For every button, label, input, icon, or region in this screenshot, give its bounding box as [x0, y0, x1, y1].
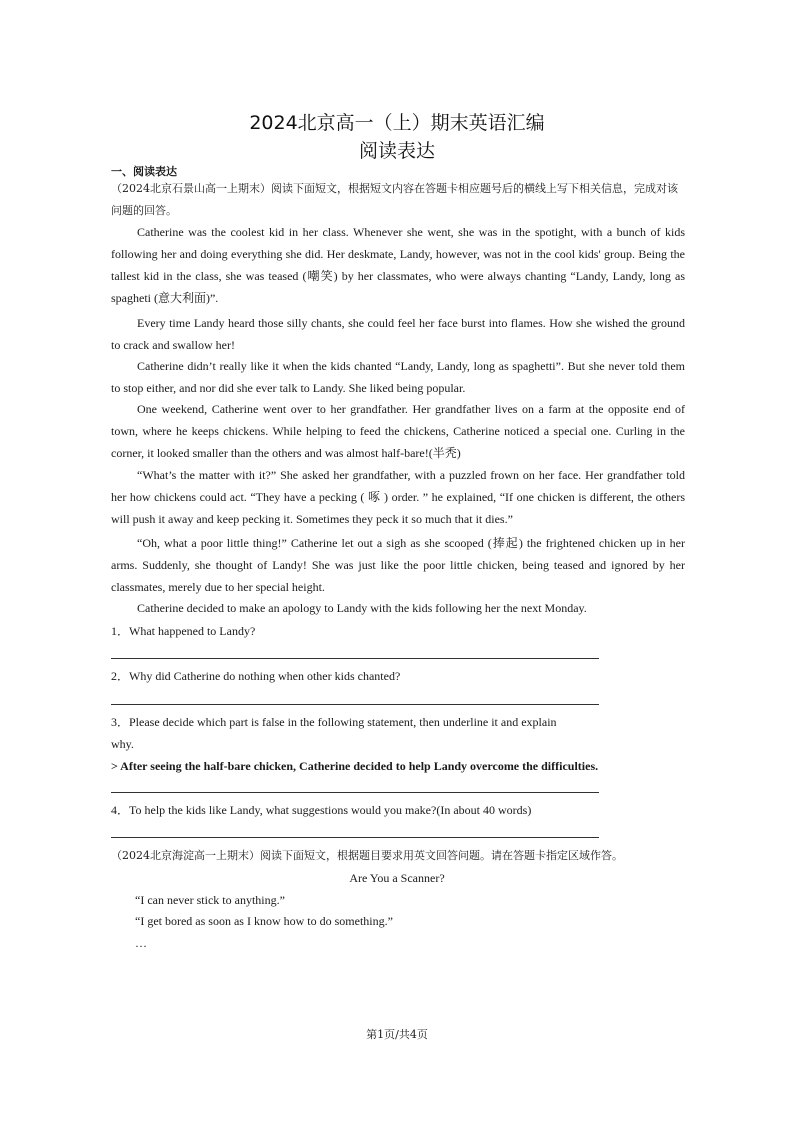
answer-line-3[interactable] [111, 792, 599, 793]
passage-2-quote-1: “I can never stick to anything.” [135, 893, 285, 907]
passage-intro: （2024北京石景山高一上期末）阅读下面短文，根据短文内容在答题卡相应题号后的横线上写下相关信息，完成对该问题的回答。 [111, 182, 678, 217]
passage-2-intro: （2024北京海淀高一上期末）阅读下面短文，根据题目要求用英文回答问题。请在答题卡指定区域作答。 [111, 849, 623, 862]
answer-line-2[interactable] [111, 704, 599, 705]
document-subtitle: 阅读表达 [358, 140, 435, 162]
passage-paragraph-2: Every time Landy heard those silly chants, she could feel her face burst into flames. How she wished the ground to crack and swallow her! [111, 316, 685, 352]
answer-line-1[interactable] [111, 658, 599, 659]
passage-2-ellipsis: … [135, 936, 147, 950]
passage-paragraph-5: “What’s the matter with it?” She asked her grandfather, with a puzzled frown on her face. Her grandfather told her how chickens could act. “They have a pecking ( 啄 ) order. ” he explained, “If one chicken is different, the others will push it away and keep pecking it. Sometimes they peck it so much that it dies.” [111, 468, 685, 526]
passage-paragraph-3: Catherine didn’t really like it when the kids chanted “Landy, Landy, long as spaghetti”. But she never told them to stop either, and nor did she ever talk to Landy. She liked being popular. [111, 359, 685, 395]
answer-line-4[interactable] [111, 837, 599, 838]
document-title: 2024北京高一（上）期末英语汇编 [249, 112, 545, 134]
question-3: 3．Please decide which part is false in the following statement, then underline it and explain [111, 715, 557, 729]
passage-2-quote-2: “I get bored as soon as I know how to do something.” [135, 914, 393, 928]
passage-paragraph-6: “Oh, what a poor little thing!” Catherine let out a sigh as she scooped (捧起) the frightened chicken up in her arms. Suddenly, she thought of Landy! She was just like the poor little chicken, being teased and ignored by her classmates, merely due to her special height. [111, 536, 685, 594]
question-3-statement: > After seeing the half-bare chicken, Catherine decided to help Landy overcome the difficulties. [111, 759, 599, 773]
passage-paragraph-1: Catherine was the coolest kid in her class. Whenever she went, she was in the spotight, with a bunch of kids following her and doing everything she did. Her deskmate, Landy, however, was not in the cool kids' group. Being the tallest kid in the class, she was teased (嘲笑) by her classmates, who were always chanting “Landy, Landy, long as spagheti (意大利面)”. [111, 225, 685, 305]
question-2: 2．Why did Catherine do nothing when other kids chanted? [111, 669, 401, 683]
question-4: 4．To help the kids like Landy, what suggestions would you make?(In about 40 words) [111, 803, 532, 817]
section-heading: 一、阅读表达 [111, 165, 177, 178]
question-3-continued: why. [111, 737, 134, 751]
passage-2-title: Are You a Scanner? [349, 871, 445, 885]
question-1: 1．What happened to Landy? [111, 624, 256, 638]
passage-paragraph-7: Catherine decided to make an apology to Landy with the kids following her the next Monday. [137, 601, 587, 615]
page-number: 第1页/共4页 [366, 1028, 428, 1041]
passage-paragraph-4: One weekend, Catherine went over to her grandfather. Her grandfather lives on a farm at the opposite end of town, where he keeps chickens. While helping to feed the chickens, Catherine noticed a special one. Curling in the corner, it looked smaller than the others and was almost half-bare!(半秃) [111, 402, 685, 460]
